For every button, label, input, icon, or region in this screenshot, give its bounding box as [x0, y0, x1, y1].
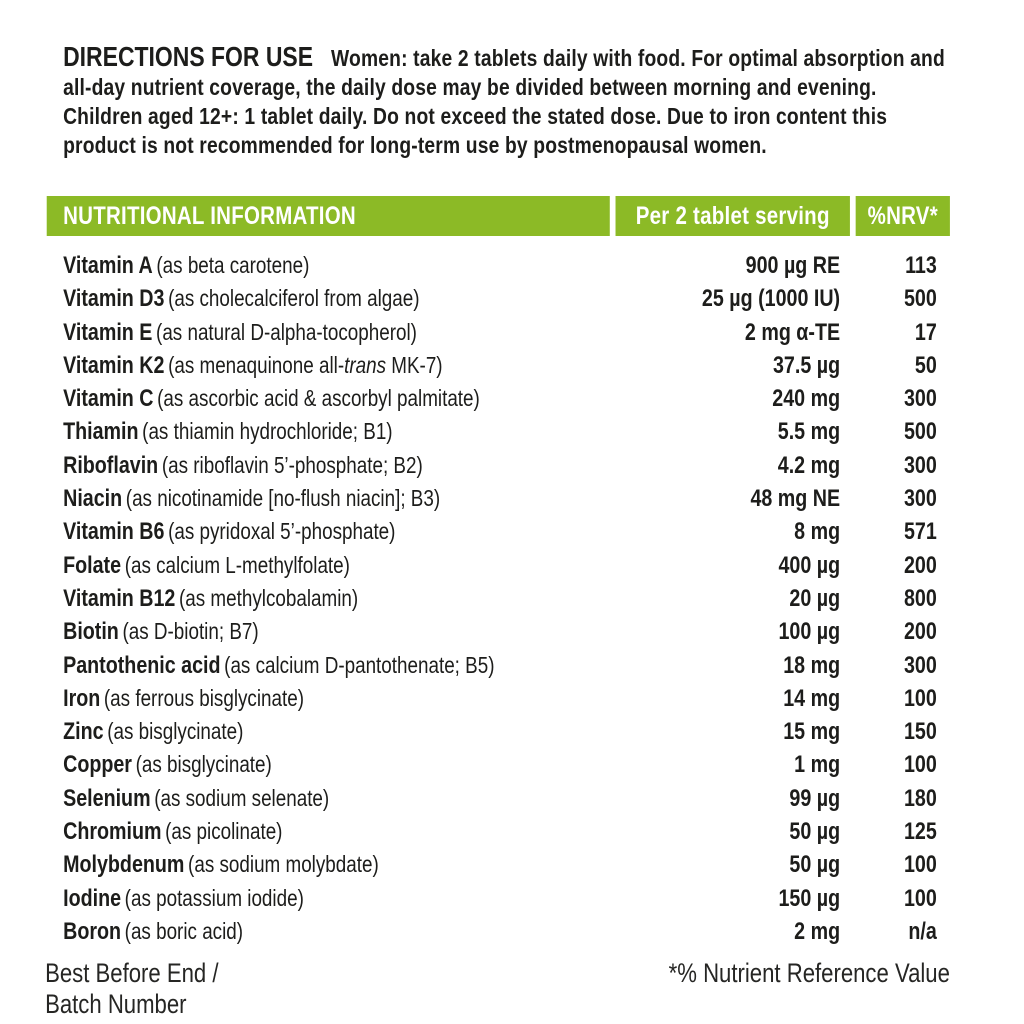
- directions-line-3: Children aged 12+: 1 tablet daily. Do not exceed the stated dose. Due to iron content this: [63, 103, 888, 129]
- nutrient-cell: [63, 582, 358, 618]
- batch-info: [45, 958, 218, 1019]
- table-row: [47, 449, 950, 482]
- nutrient-cell: [63, 282, 419, 318]
- nutrient-name: Boron: [63, 917, 122, 945]
- nutrient-source: (as sodium molybdate): [188, 851, 379, 878]
- table-row: [47, 282, 950, 315]
- nutrient-cell: [63, 349, 442, 385]
- nrv-cell: 300: [903, 385, 937, 413]
- nutrient-cell: [63, 748, 272, 784]
- table-row: [47, 482, 950, 515]
- amount-cell: 5.5 mg: [777, 418, 841, 446]
- nutrient-cell: [63, 848, 379, 884]
- nutrient-source: (as natural D-alpha-tocopherol): [156, 318, 417, 345]
- amount-cell: 15 mg: [783, 718, 841, 746]
- table-row: [47, 249, 950, 282]
- nutrient-name: Folate: [63, 551, 122, 579]
- directions-line-4: product is not recommended for long-term use by postmenopausal women.: [63, 132, 767, 158]
- nutrient-source: (as D-biotin; B7): [122, 618, 259, 645]
- best-before-text: Best Before End /: [45, 958, 219, 988]
- nutrient-cell: [63, 482, 440, 518]
- nutrient-cell: [63, 649, 494, 685]
- amount-cell: 1 mg: [794, 751, 841, 779]
- table-row: [47, 915, 950, 948]
- nutrient-source: (as bisglycinate): [107, 718, 244, 745]
- nutrient-source: (as methylcobalamin): [179, 584, 359, 611]
- amount-cell: 240 mg: [772, 385, 841, 413]
- table-row: [47, 549, 950, 582]
- table-row: [47, 615, 950, 648]
- nrv-cell: 500: [903, 285, 937, 313]
- table-row: [47, 316, 950, 349]
- nutrient-name: Vitamin B12: [63, 584, 176, 612]
- nutrition-table-body: [47, 249, 950, 948]
- nutrient-cell: [63, 549, 350, 585]
- nutrient-cell: [63, 782, 329, 818]
- nutrient-name: Selenium: [63, 784, 151, 812]
- nrv-cell: 800: [903, 584, 937, 612]
- amount-cell: 4.2 mg: [777, 451, 841, 479]
- nutrient-source: (as calcium D-pantothenate; B5): [224, 651, 495, 678]
- nrv-cell: 571: [903, 518, 937, 546]
- table-row: [47, 782, 950, 815]
- amount-cell: 8 mg: [794, 518, 841, 546]
- nutrient-source: (as ascorbic acid & ascorbyl palmitate): [157, 385, 480, 412]
- nrv-cell: 100: [903, 884, 937, 912]
- table-row: [47, 415, 950, 448]
- table-row: [47, 349, 950, 382]
- amount-cell: 18 mg: [783, 651, 841, 679]
- table-row: [47, 582, 950, 615]
- table-row: [47, 815, 950, 848]
- nrv-cell: 100: [903, 751, 937, 779]
- nutrient-name: Vitamin B6: [63, 518, 165, 546]
- nutrient-cell: [63, 682, 304, 718]
- nutrient-name: Chromium: [63, 818, 162, 846]
- nutrient-cell: [63, 449, 423, 485]
- amount-cell: 48 mg NE: [750, 485, 841, 513]
- amount-cell: 2 mg: [794, 917, 841, 945]
- amount-cell: 25 µg (1000 IU): [701, 285, 841, 313]
- amount-cell: 37.5 µg: [772, 351, 841, 379]
- header-nrv: %NRV*: [856, 196, 950, 236]
- table-row: [47, 382, 950, 415]
- nrv-cell: 50: [914, 351, 937, 379]
- nrv-cell: 180: [903, 784, 937, 812]
- nutrient-name: Riboflavin: [63, 451, 159, 479]
- nutrient-source: (as thiamin hydrochloride; B1): [142, 418, 393, 445]
- nrv-cell: 200: [903, 618, 937, 646]
- directions-text-1: Women: take 2 tablets daily with food. For optimal absorption and: [331, 45, 945, 71]
- nutrient-cell: [63, 882, 304, 918]
- directions-line-2: all-day nutrient coverage, the daily dose may be divided between morning and evening.: [63, 74, 877, 100]
- nutrient-source: (as beta carotene): [156, 252, 310, 278]
- nutrient-source: (as pyridoxal 5’-phosphate): [168, 518, 396, 545]
- amount-cell: 50 µg: [789, 818, 841, 846]
- nutrient-name: Iron: [63, 684, 101, 712]
- nutrient-source: (as potassium iodide): [124, 884, 304, 911]
- header-per-serving: Per 2 tablet serving: [616, 196, 850, 236]
- nrv-footnote: *% Nutrient Reference Value: [668, 958, 950, 988]
- nutrient-name: Vitamin A: [63, 252, 153, 279]
- header-nutritional-information: NUTRITIONAL INFORMATION: [47, 196, 610, 236]
- nutrient-cell: [63, 515, 395, 551]
- nrv-cell: n/a: [908, 917, 937, 945]
- nrv-cell: 300: [903, 651, 937, 679]
- nrv-cell: 100: [903, 684, 937, 712]
- table-row: [47, 715, 950, 748]
- nutrient-source: (as boric acid): [124, 917, 244, 944]
- nrv-cell: 113: [905, 252, 937, 279]
- nutrient-name: Biotin: [63, 618, 119, 646]
- nutrient-source: (as ferrous bisglycinate): [103, 684, 305, 711]
- table-row: [47, 649, 950, 682]
- nutrient-cell: [63, 249, 309, 285]
- nrv-cell: 150: [903, 718, 937, 746]
- nrv-cell: 300: [903, 485, 937, 513]
- nutrient-source: (as menaquinone all-trans MK-7): [168, 351, 443, 378]
- directions-heading: DIRECTIONS FOR USE: [63, 41, 314, 72]
- amount-cell: 20 µg: [789, 584, 841, 612]
- amount-cell: 150 µg: [778, 884, 841, 912]
- table-row: [47, 515, 950, 548]
- nutrient-source: (as picolinate): [165, 818, 283, 845]
- nrv-cell: 17: [914, 318, 937, 346]
- nutrient-source: (as calcium L-methylfolate): [124, 551, 350, 578]
- nutrient-name: Vitamin C: [63, 385, 154, 413]
- nutrient-name: Vitamin K2: [63, 351, 165, 379]
- nutrient-cell: [63, 715, 243, 751]
- nutrient-cell: [63, 316, 417, 352]
- nutrient-source: (as sodium selenate): [154, 784, 330, 811]
- amount-cell: 50 µg: [789, 851, 841, 879]
- directions-line-1: [63, 42, 989, 73]
- amount-cell: 400 µg: [778, 551, 841, 579]
- nutrient-cell: [63, 382, 480, 418]
- nutrient-source: (as cholecalciferol from algae): [168, 285, 420, 312]
- nrv-cell: 300: [903, 451, 937, 479]
- amount-cell: 900 µg RE: [745, 252, 841, 279]
- nrv-cell: 500: [903, 418, 937, 446]
- nutrient-source: (as bisglycinate): [135, 751, 272, 778]
- nutrient-name: Copper: [63, 751, 132, 779]
- amount-cell: 2 mg α-TE: [744, 318, 841, 346]
- amount-cell: 99 µg: [789, 784, 841, 812]
- nutrient-name: Vitamin E: [63, 318, 153, 346]
- nutrition-table-header: [47, 196, 950, 236]
- directions-section: [63, 42, 989, 160]
- nutrient-name: Thiamin: [63, 418, 139, 446]
- nrv-cell: 200: [903, 551, 937, 579]
- table-row: [47, 882, 950, 915]
- nutrient-name: Iodine: [63, 884, 122, 912]
- nutrient-cell: [63, 615, 259, 651]
- amount-cell: 100 µg: [778, 618, 841, 646]
- amount-cell: 14 mg: [783, 684, 841, 712]
- nutrient-source: (as nicotinamide [no-flush niacin]; B3): [125, 485, 441, 512]
- batch-number-text: Batch Number: [45, 988, 187, 1019]
- table-row: [47, 682, 950, 715]
- table-row: [47, 848, 950, 881]
- nrv-cell: 125: [903, 818, 937, 846]
- nrv-cell: 100: [903, 851, 937, 879]
- nutrient-cell: [63, 915, 243, 951]
- nutrient-source: (as riboflavin 5’-phosphate; B2): [161, 451, 423, 478]
- nutrient-name: Pantothenic acid: [63, 651, 221, 679]
- nutrient-name: Zinc: [63, 718, 104, 746]
- nutrient-cell: [63, 815, 282, 851]
- nutrient-name: Molybdenum: [63, 851, 185, 879]
- nutrient-name: Niacin: [63, 485, 123, 513]
- table-row: [47, 748, 950, 781]
- nutrient-name: Vitamin D3: [63, 285, 165, 313]
- nutrient-cell: [63, 415, 392, 451]
